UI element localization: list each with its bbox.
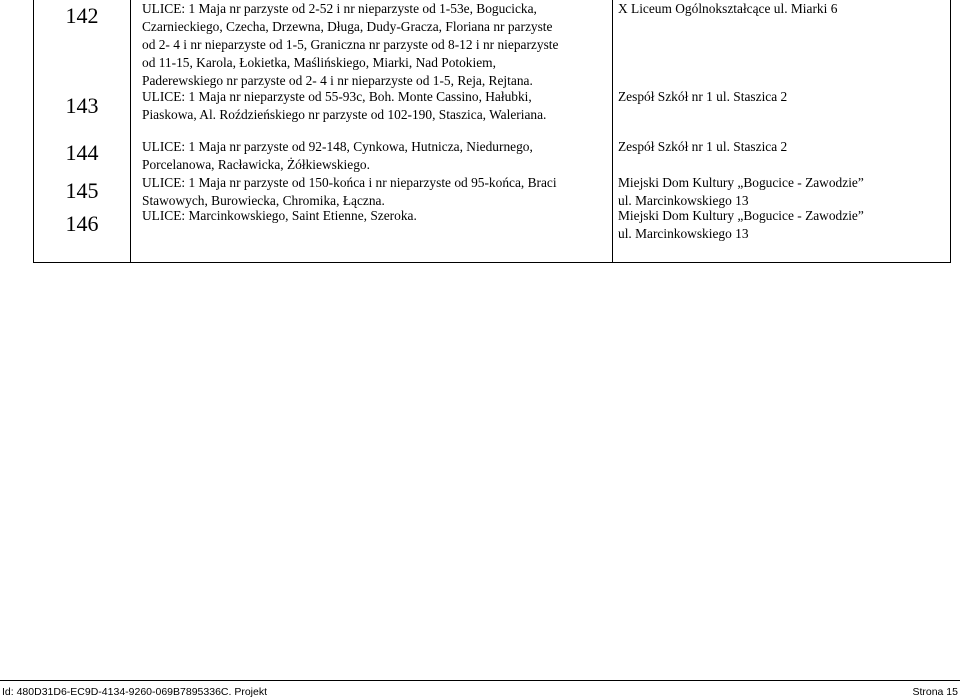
column-divider-number xyxy=(130,0,131,262)
address-line: ULICE: 1 Maja nr parzyste od 2-52 i nr nieparzyste od 1-53e, Bogucicka, xyxy=(142,1,537,16)
polling-station xyxy=(618,0,837,18)
district-address xyxy=(142,174,557,210)
page-number: Strona 15 xyxy=(912,686,958,698)
address-line: od 2- 4 i nr nieparzyste od 1-5, Graniczna nr parzyste od 8-12 i nr nieparzyste xyxy=(142,37,559,52)
address-line: Porcelanowa, Racławicka, Żółkiewskiego. xyxy=(142,157,370,172)
district-address xyxy=(142,138,533,174)
address-line: Stawowych, Burowiecka, Chromika, Łączna. xyxy=(142,193,385,208)
address-line: ULICE: 1 Maja nr nieparzyste od 55-93c, Boh. Monte Cassino, Hałubki, xyxy=(142,89,532,104)
address-line: Czarnieckiego, Czecha, Drzewna, Długa, Dudy-Gracza, Floriana nr parzyste xyxy=(142,19,553,34)
district-number: 142 xyxy=(65,3,99,28)
polling-station xyxy=(618,138,787,156)
polling-station xyxy=(618,174,864,210)
address-line: ULICE: Marcinkowskiego, Saint Etienne, Szeroka. xyxy=(142,208,417,223)
district-address xyxy=(142,88,546,124)
district-address xyxy=(142,0,558,90)
address-line: Piaskowa, Al. Roździeńskiego nr parzyste od 102-190, Staszica, Waleriana. xyxy=(142,107,547,122)
document-id: Id: 480D31D6-EC9D-4134-9260-069B7895336C. Projekt xyxy=(2,686,268,698)
polling-station xyxy=(618,207,864,243)
district-table xyxy=(33,0,951,263)
district-number: 145 xyxy=(65,178,99,203)
address-line: od 11-15, Karola, Łokietka, Maślińskiego, Miarki, Nad Potokiem, xyxy=(142,55,496,70)
address-line: ULICE: 1 Maja nr parzyste od 150-końca i nr nieparzyste od 95-końca, Braci xyxy=(142,175,557,190)
station-line: ul. Marcinkowskiego 13 xyxy=(618,226,749,241)
station-line: Zespół Szkół nr 1 ul. Staszica 2 xyxy=(618,139,788,154)
district-number: 143 xyxy=(65,93,99,118)
district-number: 146 xyxy=(65,211,99,236)
polling-station xyxy=(618,88,787,106)
address-line: ULICE: 1 Maja nr parzyste od 92-148, Cynkowa, Hutnicza, Niedurnego, xyxy=(142,139,533,154)
district-number: 144 xyxy=(65,140,99,165)
column-divider-school xyxy=(612,0,613,262)
station-line: Zespół Szkół nr 1 ul. Staszica 2 xyxy=(618,89,788,104)
station-line: X Liceum Ogólnokształcące ul. Miarki 6 xyxy=(618,1,838,16)
station-line: ul. Marcinkowskiego 13 xyxy=(618,193,749,208)
district-address xyxy=(142,207,417,225)
page-footer xyxy=(0,680,960,700)
station-line: Miejski Dom Kultury „Bogucice - Zawodzie” xyxy=(618,208,864,223)
address-line: Paderewskiego nr parzyste od 2- 4 i nr nieparzyste od 1-5, Reja, Rejtana. xyxy=(142,73,533,88)
station-line: Miejski Dom Kultury „Bogucice - Zawodzie” xyxy=(618,175,864,190)
